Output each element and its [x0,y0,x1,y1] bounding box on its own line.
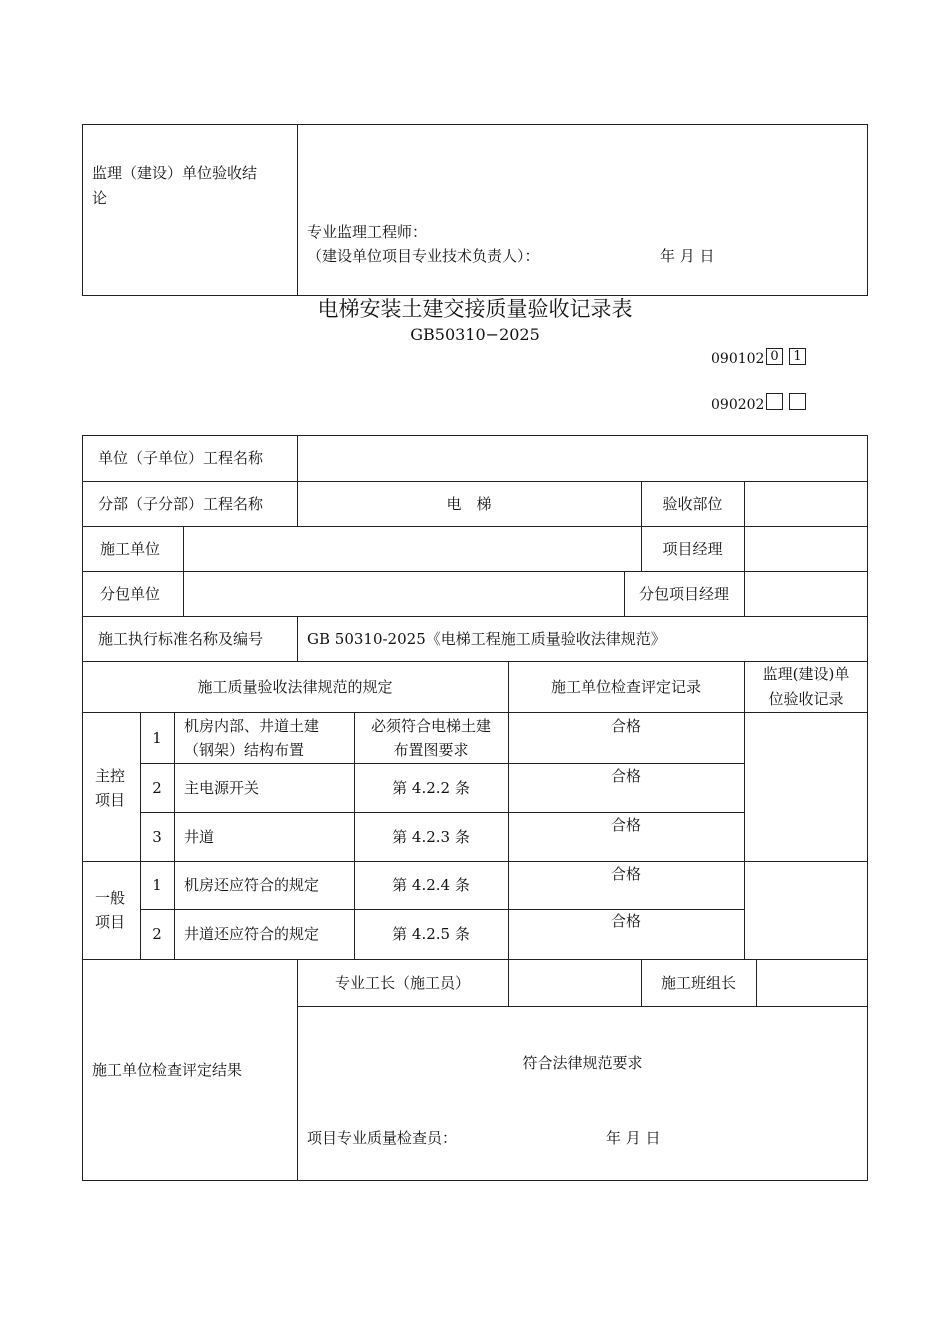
signature-date: 年 月 日 [660,247,715,265]
contractor-record-header: 施工单位检查评定记录 [550,678,701,696]
row-divider [82,571,868,572]
document-title: 电梯安装土建交接质量验收记录表 [317,297,633,321]
row-divider [82,861,868,862]
general-group-label-cont: 项目 [95,913,126,931]
divider [297,124,298,296]
sub-manager-label: 分包项目经理 [638,585,729,603]
form-code-1-digit[interactable]: 0 [766,348,783,365]
item-name: 机房内部、井道土建 [184,717,320,735]
general-group-label: 一般 [95,889,126,907]
item-number: 1 [152,876,162,894]
item-result: 合格 [610,912,641,930]
quality-inspector-label: 项目专业质量检查员： [307,1129,458,1147]
col-divider [756,959,757,1006]
item-requirement: 第 4.2.4 条 [392,876,470,894]
standard-value: GB 50310-2025《电梯工程施工质量验收法律规范》 [307,630,666,648]
item-result: 合格 [610,865,641,883]
division-label: 分部（子分部）工程名称 [98,495,264,513]
item-requirement: 第 4.2.2 条 [392,779,470,797]
col-divider [297,616,298,661]
contractor-result-label: 施工单位检查评定结果 [92,1061,243,1079]
supervisor-conclusion-table [82,124,868,296]
standard-code: GB50310−2025 [410,325,540,344]
form-code-2-digit[interactable] [766,393,783,410]
form-code-2: 090202 [711,397,765,413]
item-requirement-cont: 布置图要求 [393,741,469,759]
project-manager-label: 项目经理 [662,540,723,558]
spec-column-header: 施工质量验收法律规范的规定 [197,678,393,696]
form-code-2-digit[interactable] [789,393,806,410]
item-requirement: 第 4.2.5 条 [392,925,470,943]
supervisor-record-header-cont: 位验收记录 [768,690,844,708]
item-requirement: 必须符合电梯土建 [370,717,491,735]
evaluation-conclusion: 符合法律规范要求 [522,1054,643,1072]
col-divider [744,481,745,571]
item-number: 3 [152,828,162,846]
item-number: 1 [152,729,162,747]
item-number: 2 [152,779,162,797]
item-number: 2 [152,925,162,943]
row-divider [82,616,868,617]
col-divider [174,712,175,959]
team-leader-label: 施工班组长 [660,974,736,992]
item-name: 主电源开关 [184,779,260,797]
item-result: 合格 [610,767,641,785]
standard-label: 施工执行标准名称及编号 [98,630,264,648]
row-divider [82,712,868,713]
col-divider [508,959,509,1006]
item-name: 井道还应符合的规定 [184,925,320,943]
item-name: 井道 [184,828,215,846]
row-divider [82,959,868,960]
row-divider [82,526,868,527]
contractor-label: 施工单位 [100,540,161,558]
subcontractor-label: 分包单位 [100,585,161,603]
item-name: 机房还应符合的规定 [184,876,320,894]
supervising-engineer-label: 专业监理工程师： [307,223,428,241]
col-divider [744,571,745,616]
foreman-label: 专业工长（施工员） [334,974,470,992]
row-divider [82,481,868,482]
inspection-date: 年 月 日 [606,1129,661,1147]
supervisor-conclusion-label-cont: 论 [92,189,108,207]
supervisor-record-header: 监理(建设)单 [762,665,850,683]
supervisor-conclusion-label: 监理（建设）单位验收结 [92,164,258,182]
form-code-1: 090102 [711,351,765,367]
item-name-cont: （钢架）结构布置 [184,741,305,759]
item-requirement: 第 4.2.3 条 [392,828,470,846]
main-control-group-label: 主控 [95,767,126,785]
owner-representative-label: （建设单位项目专业技术负责人）： [307,247,540,265]
row-divider [297,1006,868,1007]
division-value[interactable]: 电 梯 [446,495,492,513]
project-name-label: 单位（子单位）工程名称 [98,449,264,467]
main-control-group-label-cont: 项目 [95,791,126,809]
item-result: 合格 [610,717,641,735]
item-result: 合格 [610,816,641,834]
col-divider [183,526,184,616]
form-code-1-digit[interactable]: 1 [789,348,806,365]
acceptance-part-label: 验收部位 [662,495,723,513]
